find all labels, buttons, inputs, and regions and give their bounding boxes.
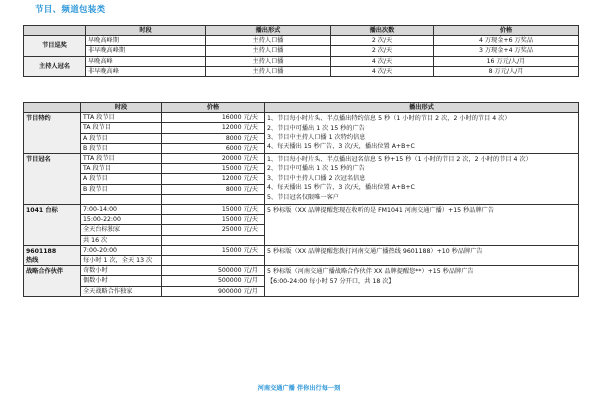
table-row [24,66,579,76]
slot-cell: A 段节目 [81,174,162,184]
price-cell: 500000 元/月 [162,266,265,276]
format-cell: 主持人口播 [206,36,331,46]
group-label: 战略合作伙伴 [24,266,81,297]
group-label: 节目特约 [24,113,81,154]
price-cell: 6000 元/天 [162,143,265,153]
price-cell: 25000 元/天 [162,225,265,235]
description-line: 3、节目中主持人口播 1 次特约信息 [267,134,366,142]
price-cell: 900000 元/月 [162,286,265,296]
header-format: 播出形式 [206,26,331,36]
slot-cell: 早晚高峰 [86,56,206,66]
table-row [24,46,579,56]
table-row [24,245,579,255]
price-cell: 15000 元/天 [162,205,265,215]
slot-cell: 共 16 次 [81,235,162,245]
group-label-line: 热线 [26,257,39,265]
table-row [24,154,579,164]
description-line: 5 秒标版（XX 品牌提醒您现在收听的是 FM1041 河南交通广播）+15 秒品牌广告 [267,207,495,215]
slot-cell: A 段节目 [81,133,162,143]
slot-cell: 全天战略合作独家 [81,286,162,296]
description-line: 【6:00-24:00 每小时 57 分开口，共 18 次】 [267,277,395,285]
description-cell [265,154,579,205]
description-line: 5、节目冠名仅限唯一客户 [267,193,339,201]
slot-cell: 15:00-22:00 [81,215,162,225]
slot-cell: TTA 段节目 [81,113,162,123]
price-cell: 15000 元/天 [162,164,265,174]
description-line: 2、节目中可播出 1 次 15 秒的广告 [267,165,365,173]
description-line: 5 秒标版（XX 品牌提醒您拨打河南交通广播热线 9601188）+10 秒品牌广告 [267,247,483,255]
description-line: 4、每天播出 15 秒广告，3 次/天，播出位置 A+B+C [267,184,415,192]
price-cell: 4 万现金+6 万奖品 [434,36,579,46]
group-label: 节目冠名 [24,154,81,205]
group-label-line: 9601188 [26,247,57,255]
price-cell: 20000 元/天 [162,154,265,164]
slot-cell: 非早晚高峰 [86,66,206,76]
price-cell: 15000 元/天 [162,215,265,225]
slot-cell: 早晚高峰期 [86,36,206,46]
group-label: 主持人冠名 [24,56,86,76]
description-cell [265,205,579,246]
format-cell: 主持人口播 [206,46,331,56]
price-cell: 8000 元/天 [162,133,265,143]
count-cell: 4 次/天 [331,66,434,76]
slot-cell: TA 段节目 [81,123,162,133]
price-cell: 500000 元/月 [162,276,265,286]
slot-cell [81,194,162,204]
description-line: 5 秒标版（河南交通广播战略合作伙伴 XX 品牌提醒您**）+15 秒品牌广告 [267,268,474,276]
table-header-row [24,26,579,36]
price-cell [162,256,265,266]
table-row [24,266,579,276]
footer-slogan: 河南交通广播 伴你出行每一刻 [257,385,341,392]
description-cell [265,266,579,297]
slot-cell: 奇数小时 [81,266,162,276]
slot-cell: 偶数小时 [81,276,162,286]
price-cell: 16000 元/天 [162,113,265,123]
price-cell: 12000 元/天 [162,174,265,184]
slot-cell: 7:00-20:00 [81,245,162,255]
price-cell: 3 万现金+4 万奖品 [434,46,579,56]
description-line: 2、节目中可播出 1 次 15 秒的广告 [267,124,365,132]
header-slot: 时段 [86,26,206,36]
header-blank [24,103,81,113]
slot-cell: 每小时 1 次，全天 13 次 [81,256,162,266]
table-row [24,205,579,215]
slot-cell: TA 段节目 [81,164,162,174]
description-cell [265,113,579,154]
table-row [24,113,579,123]
header-price: 价格 [434,26,579,36]
price-cell [162,235,265,245]
header-slot: 时段 [81,103,162,113]
price-cell: 16 万元/人/月 [434,56,579,66]
price-cell: 8000 元/天 [162,184,265,194]
price-cell: 12000 元/天 [162,123,265,133]
price-cell [162,194,265,204]
slot-cell: 7:00-14:00 [81,205,162,215]
price-cell: 8 万元/人/月 [434,66,579,76]
slot-cell: 非早晚高峰期 [86,46,206,56]
group-label [24,245,81,265]
slot-cell: TTA 段节目 [81,154,162,164]
description-line: 1、节目每小时片头、半点播出特约信息 5 秒（1 小时的节目 2 次，2 小时的节目 4 次） [267,115,511,123]
table-row [24,56,579,66]
header-format: 播出形式 [265,103,579,113]
count-cell: 4 次/天 [331,56,434,66]
count-cell: 2 次/天 [331,36,434,46]
slot-cell: B 段节目 [81,184,162,194]
description-cell [265,245,579,265]
section-title: 节目、频道包装类 [35,5,106,15]
group-label: 节目巡奖 [24,36,86,56]
slot-cell: 全天台标独家 [81,225,162,235]
format-cell: 主持人口播 [206,56,331,66]
format-cell: 主持人口播 [206,66,331,76]
description-line: 3、节目中主持人口播 2 次冠名信息 [267,174,366,182]
package-table [23,25,579,77]
table-header-row [24,103,579,113]
table-row [24,36,579,46]
description-line: 1、节目每小时片头、半点播出冠名信息 5 秒+15 秒（1 小时的节目 2 次，2 小时的节目 4 次） [267,156,532,164]
price-cell: 15000 元/天 [162,245,265,255]
sponsorship-table [23,102,579,297]
header-blank [24,26,86,36]
description-line: 4、每天播出 15 秒广告，3 次/天，播出位置 A+B+C [267,143,415,151]
header-price: 价格 [162,103,265,113]
count-cell: 2 次/天 [331,46,434,56]
group-label: 1041 台标 [24,205,81,246]
slot-cell: B 段节目 [81,143,162,153]
header-count: 播出次数 [331,26,434,36]
